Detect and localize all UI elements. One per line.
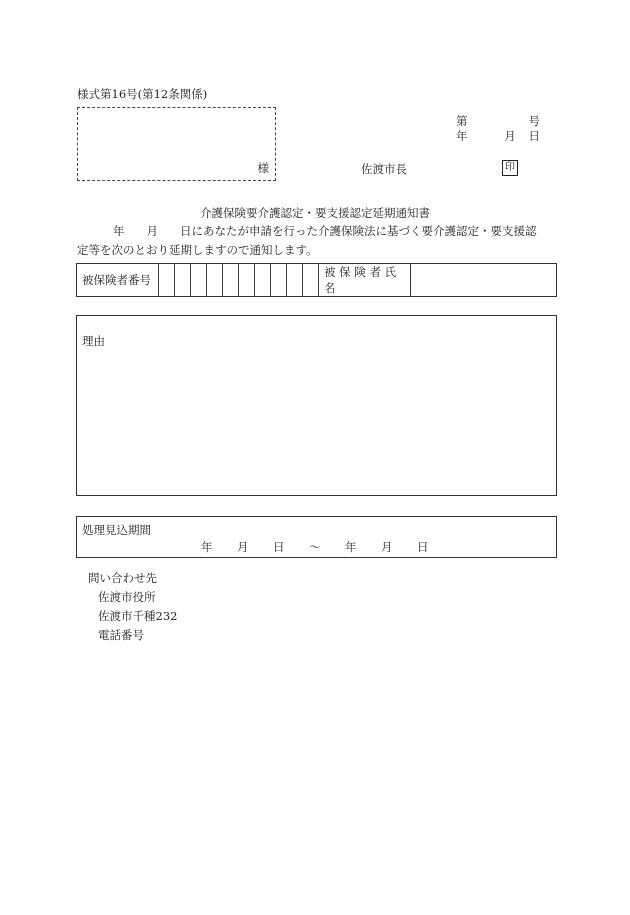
insured-number-digit[interactable] — [255, 264, 271, 297]
period-end-year: 年 — [345, 540, 357, 554]
insured-number-digit[interactable] — [303, 264, 319, 297]
processing-period-label: 処理見込期間 — [82, 523, 151, 537]
insured-name-label: 被 保 険 者 氏 名 — [319, 264, 411, 297]
period-start-month: 月 — [237, 540, 249, 554]
processing-period-box[interactable] — [76, 516, 557, 558]
period-tilde: 〜 — [309, 540, 321, 554]
insured-name-field[interactable] — [411, 264, 557, 297]
recipient-address-box[interactable] — [77, 107, 276, 181]
contact-address: 佐渡市千種232 — [98, 609, 178, 623]
date-month: 月 — [504, 129, 516, 143]
period-end-day: 日 — [417, 540, 429, 554]
processing-period-dates — [201, 539, 437, 555]
contact-phone-label: 電話番号 — [98, 628, 144, 642]
number-prefix: 第 — [456, 114, 468, 128]
insured-number-digit[interactable] — [207, 264, 223, 297]
number-suffix: 号 — [528, 114, 540, 128]
date-year: 年 — [456, 129, 468, 143]
body-line1: 日にあなたが申請を行った介護保険法に基づく要介護認定・要支援認 — [180, 224, 537, 238]
period-start-year: 年 — [201, 540, 213, 554]
insured-number-label: 被保険者番号 — [77, 264, 159, 297]
insured-number-digit[interactable] — [159, 264, 175, 297]
reason-label: 理由 — [82, 334, 105, 348]
insured-number-digit[interactable] — [191, 264, 207, 297]
insured-number-digit[interactable] — [175, 264, 191, 297]
contact-office: 佐渡市役所 — [98, 590, 156, 604]
body-line2: 定等を次のとおり延期しますので通知します。 — [77, 243, 318, 257]
issuer-mayor: 佐渡市長 — [361, 162, 407, 176]
insured-number-digit[interactable] — [287, 264, 303, 297]
document-title: 介護保険要介護認定・要支援認定延期通知書 — [200, 206, 430, 220]
recipient-honorific: 様 — [257, 161, 269, 175]
seal-mark: 印 — [502, 160, 518, 176]
insured-info-table — [76, 263, 557, 297]
period-start-day: 日 — [273, 540, 285, 554]
contact-info — [88, 569, 177, 645]
body-year: 年 — [113, 224, 125, 238]
form-number-label: 様式第16号(第12条関係) — [77, 87, 208, 101]
insured-number-digit[interactable] — [223, 264, 239, 297]
insured-number-digit[interactable] — [271, 264, 287, 297]
date-day: 日 — [528, 129, 540, 143]
document-number-date — [456, 114, 540, 144]
period-end-month: 月 — [381, 540, 393, 554]
notice-body — [77, 222, 557, 260]
contact-heading: 問い合わせ先 — [88, 571, 157, 585]
insured-number-digit[interactable] — [239, 264, 255, 297]
reason-box[interactable] — [76, 315, 557, 496]
body-month: 月 — [146, 224, 158, 238]
